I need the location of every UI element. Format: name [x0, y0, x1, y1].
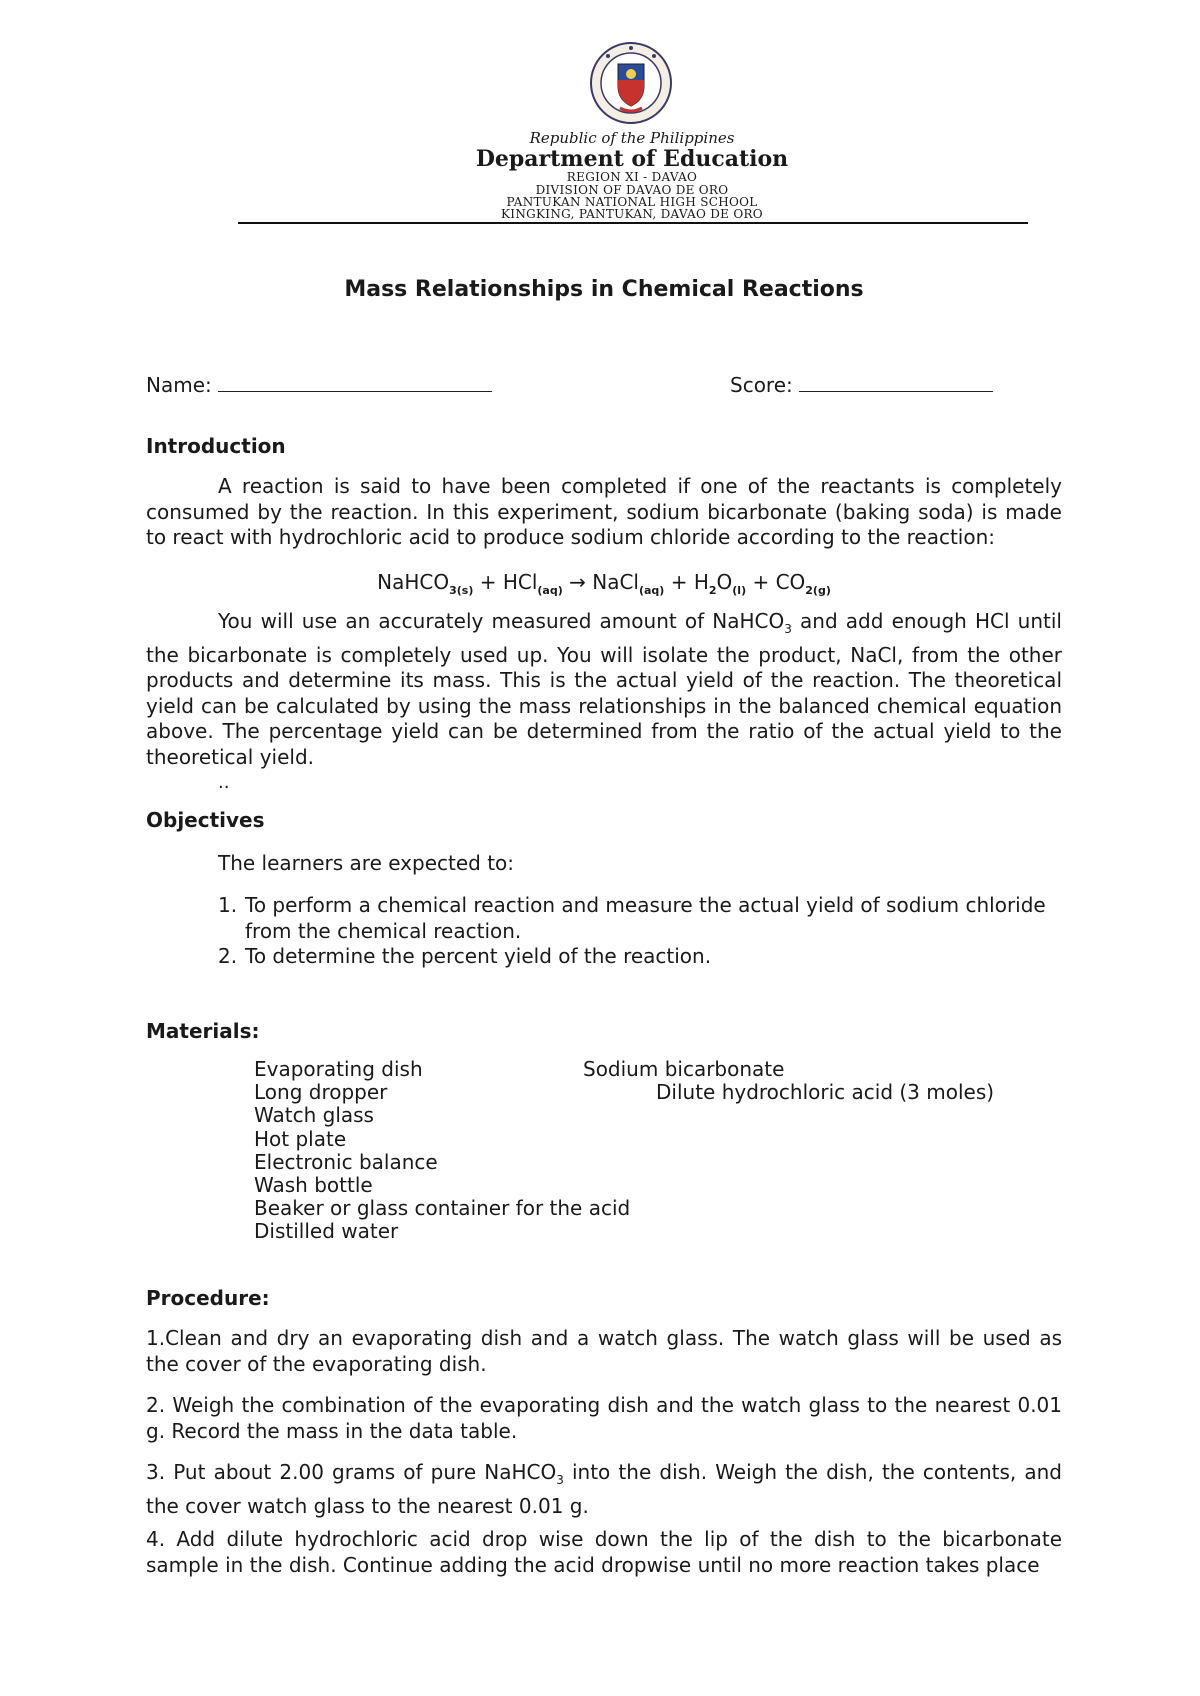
procedure-step-4: 4. Add dilute hydrochloric acid drop wise down the lip of the dish to the bicarbonate sample in the dish. Continue adding the acid dropwise until no more reaction takes place	[146, 1527, 1062, 1577]
name-field	[146, 373, 492, 397]
material-item: Dilute hydrochloric acid (3 moles)	[656, 1080, 995, 1104]
score-field	[730, 373, 993, 397]
intro-paragraph-1: A reaction is said to have been completed if one of the reactants is completely consumed by the reaction. In this experiment, sodium bicarbonate (baking soda) is made to react with hydrochloric acid to produce sodium chloride according to the reaction:	[146, 474, 1062, 549]
intro-paragraph-2: You will use an accurately measured amount of NaHCO$_3$ and add enough HCl until the bicarbonate is completely used up. You will isolate the product, NaCl, from the other products and determine its mass. This is the actual yield of the reaction. The theoretical yield can be calculated by using the mass relationships in the balanced chemical equation above. The percentage yield can be determined from the ratio of the actual yield to the theoretical yield.	[146, 609, 1062, 769]
objectives-list	[218, 893, 1064, 970]
score-blank	[799, 373, 993, 392]
objective-item: 1. To perform a chemical reaction and measure the actual yield of sodium chloride from the chemical reaction.	[218, 893, 1046, 943]
objectives-intro: The learners are expected to:	[218, 851, 515, 875]
stray-mark: ..	[218, 772, 230, 793]
objectives-heading: Objectives	[146, 808, 265, 832]
material-item: Distilled water	[254, 1219, 399, 1244]
header-divider	[238, 222, 1028, 224]
division-line: DIVISION OF DAVAO DE ORO	[535, 183, 729, 197]
procedure-step-1: 1.Clean and dry an evaporating dish and a watch glass. The watch glass will be used as the cover of the evaporating dish.	[146, 1326, 1062, 1376]
material-item: Beaker or glass container for the acid	[254, 1196, 631, 1221]
material-item: Sodium bicarbonate	[583, 1057, 785, 1081]
procedure-step-2: 2. Weigh the combination of the evaporating dish and the watch glass to the nearest 0.01 g. Record the mass in the data table.	[146, 1393, 1062, 1443]
introduction-heading: Introduction	[146, 434, 286, 458]
page-title: Mass Relationships in Chemical Reactions	[344, 277, 864, 302]
procedure-heading: Procedure:	[146, 1286, 270, 1310]
material-item: Evaporating dish	[254, 1057, 423, 1081]
school-line: PANTUKAN NATIONAL HIGH SCHOOL	[506, 195, 758, 209]
material-item: Electronic balance	[254, 1149, 438, 1174]
material-item: Long dropper	[254, 1080, 388, 1105]
region-line: REGION XI - DAVAO	[566, 170, 698, 184]
reaction-equation: NaHCO$_{3(s)}$ + HCl$_{(aq)}$ → NaCl$_{(aq)}$ + $H_2O_{(l)} + CO_{2(g)}$	[377, 570, 831, 597]
material-item: Hot plate	[254, 1126, 347, 1151]
deped-seal-logo	[590, 42, 672, 124]
materials-left-list	[254, 1058, 630, 1244]
address-line: KINGKING, PANTUKAN, DAVAO DE ORO	[501, 207, 763, 221]
name-blank	[218, 373, 492, 392]
procedure-step-3: 3. Put about 2.00 grams of pure NaHCO$_3$ into the dish. Weigh the dish, the contents, and the cover watch glass to the nearest 0.01 g.	[146, 1460, 1063, 1518]
materials-heading: Materials:	[146, 1019, 260, 1043]
objective-item: 2. To determine the percent yield of the reaction.	[218, 944, 712, 968]
name-label: Name:	[146, 373, 212, 397]
material-item: Watch glass	[254, 1103, 374, 1128]
department-name: Department of Education	[475, 146, 789, 172]
republic-line: Republic of the Philippines	[529, 129, 735, 147]
material-item: Wash bottle	[254, 1173, 373, 1198]
score-label: Score:	[730, 373, 793, 397]
